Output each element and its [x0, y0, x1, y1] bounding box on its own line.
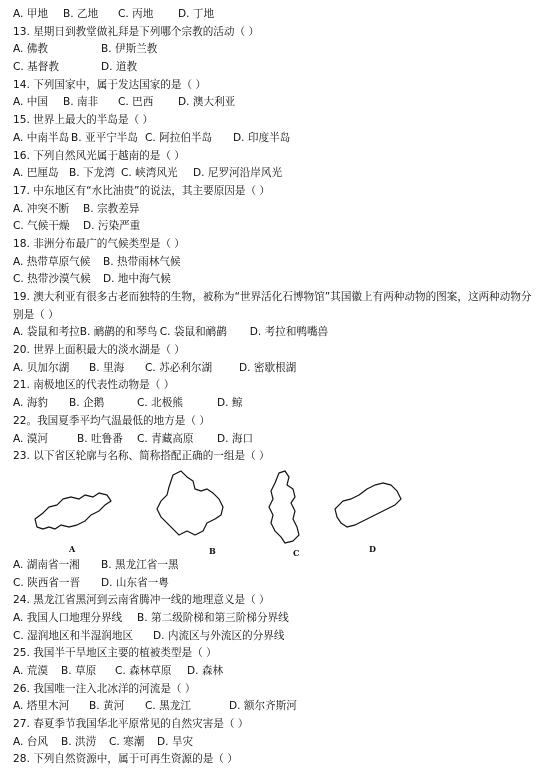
province-outline-figures: [13, 469, 535, 558]
answer-option[interactable]: A. 中国: [13, 96, 48, 109]
answer-option[interactable]: D. 内流区与外流区的分界线: [153, 629, 285, 642]
question-text: 14. 下列国家中，属于发达国家的是（ ）: [13, 78, 207, 91]
answer-option[interactable]: C. 北极熊: [137, 397, 183, 410]
answer-option[interactable]: B. 亚平宁半岛: [71, 131, 138, 144]
answer-options: [13, 59, 535, 77]
figure-label: C: [293, 547, 300, 558]
question-text: 13. 星期日到教堂做礼拜是下列哪个宗教的活动（ ）: [13, 25, 260, 38]
answer-option[interactable]: D. 海口: [217, 432, 254, 445]
question-text: 25. 我国半干旱地区主要的植被类型是（ ）: [13, 647, 217, 660]
answer-option[interactable]: C. 阿拉伯半岛: [145, 131, 213, 144]
answer-options: [13, 734, 535, 752]
answer-option[interactable]: A. 海豹: [13, 397, 48, 410]
answer-option[interactable]: A. 荒漠: [13, 665, 48, 678]
province-outline-d: [325, 469, 417, 554]
answer-option[interactable]: D. 鲸: [217, 397, 243, 410]
answer-option[interactable]: A. 佛教: [13, 43, 48, 56]
answer-option[interactable]: C. 青藏高原: [137, 432, 194, 445]
answer-options: [13, 41, 535, 59]
answer-option[interactable]: A. 甲地: [13, 8, 48, 20]
answer-options: [13, 360, 535, 378]
answer-option[interactable]: B. 草原: [61, 665, 97, 678]
question-text: 26. 我国唯一注入北冰洋的河流是（ ）: [13, 682, 196, 695]
figure-label: A: [69, 543, 76, 554]
answer-option[interactable]: C. 寒潮: [109, 735, 145, 748]
answer-option[interactable]: D. 地中海气候: [103, 273, 171, 286]
answer-option[interactable]: A. 漠河: [13, 432, 48, 445]
answer-options: [13, 628, 535, 646]
answer-option[interactable]: B. 宗教差异: [83, 202, 140, 215]
answer-option[interactable]: C. 峡湾风光: [121, 167, 178, 180]
answer-option[interactable]: A. 贝加尔湖: [13, 361, 70, 374]
answer-option[interactable]: B. 企鹅: [69, 397, 105, 410]
answer-option[interactable]: B. 热带雨林气候: [103, 255, 181, 268]
answer-option[interactable]: B. 南非: [63, 96, 99, 109]
answer-option[interactable]: A. 冲突不断: [13, 202, 70, 215]
answer-option[interactable]: A. 热带草原气候: [13, 255, 91, 268]
answer-options: [13, 557, 535, 575]
answer-option[interactable]: A. 台风: [13, 735, 48, 748]
answer-option[interactable]: D. 印度半岛: [233, 131, 291, 144]
figure-label: B: [209, 545, 216, 556]
answer-option[interactable]: D. 澳大利亚: [178, 96, 236, 109]
answer-option[interactable]: B. 黑龙江省一黑: [101, 558, 179, 571]
answer-options: [13, 254, 535, 272]
answer-option[interactable]: B. 洪涝: [61, 735, 97, 748]
answer-options: [13, 271, 535, 289]
answer-option[interactable]: D. 额尔齐斯河: [229, 700, 297, 713]
answer-option[interactable]: C. 黑龙江: [145, 700, 191, 713]
answer-option[interactable]: B. 下龙湾: [69, 167, 115, 180]
answer-options: [13, 395, 535, 413]
exam-page: [13, 6, 535, 769]
question-text: 22。我国夏季平均气温最低的地方是（ ）: [13, 414, 210, 427]
answer-option[interactable]: D. 污染严重: [83, 220, 141, 233]
answer-option[interactable]: C. 陕西省一晋: [13, 576, 81, 589]
answer-option[interactable]: B. 里海: [89, 361, 125, 374]
answer-option[interactable]: A. 中南半岛: [13, 131, 70, 144]
answer-options: [13, 201, 535, 219]
answer-option[interactable]: D. 尼罗河沿岸风光: [193, 167, 283, 180]
answer-option[interactable]: D. 密歇根湖: [239, 361, 297, 374]
question-text: 23. 以下省区轮廓与名称、简称搭配正确的一组是（ ）: [13, 450, 270, 463]
answer-option[interactable]: A. 我国人口地理分界线: [13, 611, 123, 624]
answer-option[interactable]: D. 丁地: [178, 8, 215, 20]
answer-option[interactable]: C. 巴西: [118, 96, 154, 109]
question-text: 16. 下列自然风光属于越南的是（ ）: [13, 149, 185, 162]
answer-options: [13, 165, 535, 183]
answer-option[interactable]: B. 鸸鹋的和琴鸟: [79, 326, 158, 339]
answer-options: [13, 663, 535, 681]
answer-options: [13, 130, 535, 148]
question-text: 17. 中东地区有“水比油贵”的说法，其主要原因是（ ）: [13, 184, 271, 197]
answer-options: [13, 324, 535, 342]
answer-option[interactable]: C. 苏必利尔湖: [145, 361, 213, 374]
answer-option[interactable]: C. 森林草原: [115, 665, 172, 678]
answer-option[interactable]: D. 考拉和鸭嘴兽: [249, 326, 329, 339]
answer-options: [13, 6, 535, 24]
answer-option[interactable]: C. 基督教: [13, 61, 59, 74]
answer-option[interactable]: A. 湖南省一湘: [13, 558, 80, 571]
question-text: 27. 春夏季节我国华北平原常见的自然灾害是（ ）: [13, 718, 249, 731]
question-text: 19. 澳大利亚有很多古老而独特的生物，被称为“世界活化石博物馆”其国徽上有两种动物的图案，这两种动物分别是（ ）: [13, 291, 532, 321]
answer-option[interactable]: C. 袋鼠和鸸鹋: [159, 326, 227, 339]
answer-option[interactable]: C. 热带沙漠气候: [13, 273, 91, 286]
province-outline-a: [29, 469, 121, 554]
answer-option[interactable]: A. 袋鼠和考拉: [13, 326, 80, 339]
answer-option[interactable]: B. 第二级阶梯和第三阶梯分界线: [137, 611, 289, 624]
question-text: 15. 世界上最大的半岛是（ ）: [13, 114, 154, 127]
answer-option[interactable]: A. 巴厘岛: [13, 167, 59, 180]
answer-option[interactable]: D. 旱灾: [157, 735, 194, 748]
answer-option[interactable]: B. 乙地: [63, 8, 99, 20]
answer-option[interactable]: C. 湿润地区和半湿润地区: [13, 629, 134, 642]
figure-label: D: [369, 543, 376, 554]
answer-options: [13, 94, 535, 112]
question-text: 21. 南极地区的代表性动物是（ ）: [13, 379, 175, 392]
province-outline-b: [137, 469, 229, 556]
answer-option[interactable]: B. 黄河: [89, 700, 125, 713]
answer-options: [13, 431, 535, 449]
answer-options: [13, 218, 535, 236]
answer-option[interactable]: D. 山东省一粤: [101, 576, 169, 589]
answer-option[interactable]: D. 道教: [101, 61, 138, 74]
answer-option[interactable]: A. 塔里木河: [13, 700, 70, 713]
answer-option[interactable]: B. 吐鲁番: [77, 432, 123, 445]
question-text: 18. 非洲分布最广的气候类型是（ ）: [13, 237, 185, 250]
answer-option[interactable]: C. 气候干燥: [13, 220, 70, 233]
province-outline-c: [241, 469, 333, 558]
answer-options: [13, 610, 535, 628]
question-text: 24. 黑龙江省黑河到云南省腾冲一线的地理意义是（ ）: [13, 594, 270, 607]
answer-option[interactable]: D. 森林: [187, 665, 224, 678]
answer-options: [13, 698, 535, 716]
answer-option[interactable]: C. 丙地: [118, 8, 154, 20]
answer-option[interactable]: B. 伊斯兰教: [101, 43, 158, 56]
answer-options: [13, 575, 535, 593]
question-text: 20. 世界上面积最大的淡水湖是（ ）: [13, 344, 185, 357]
question-text: 28. 下列自然资源中，属于可再生资源的是（ ）: [13, 753, 238, 766]
